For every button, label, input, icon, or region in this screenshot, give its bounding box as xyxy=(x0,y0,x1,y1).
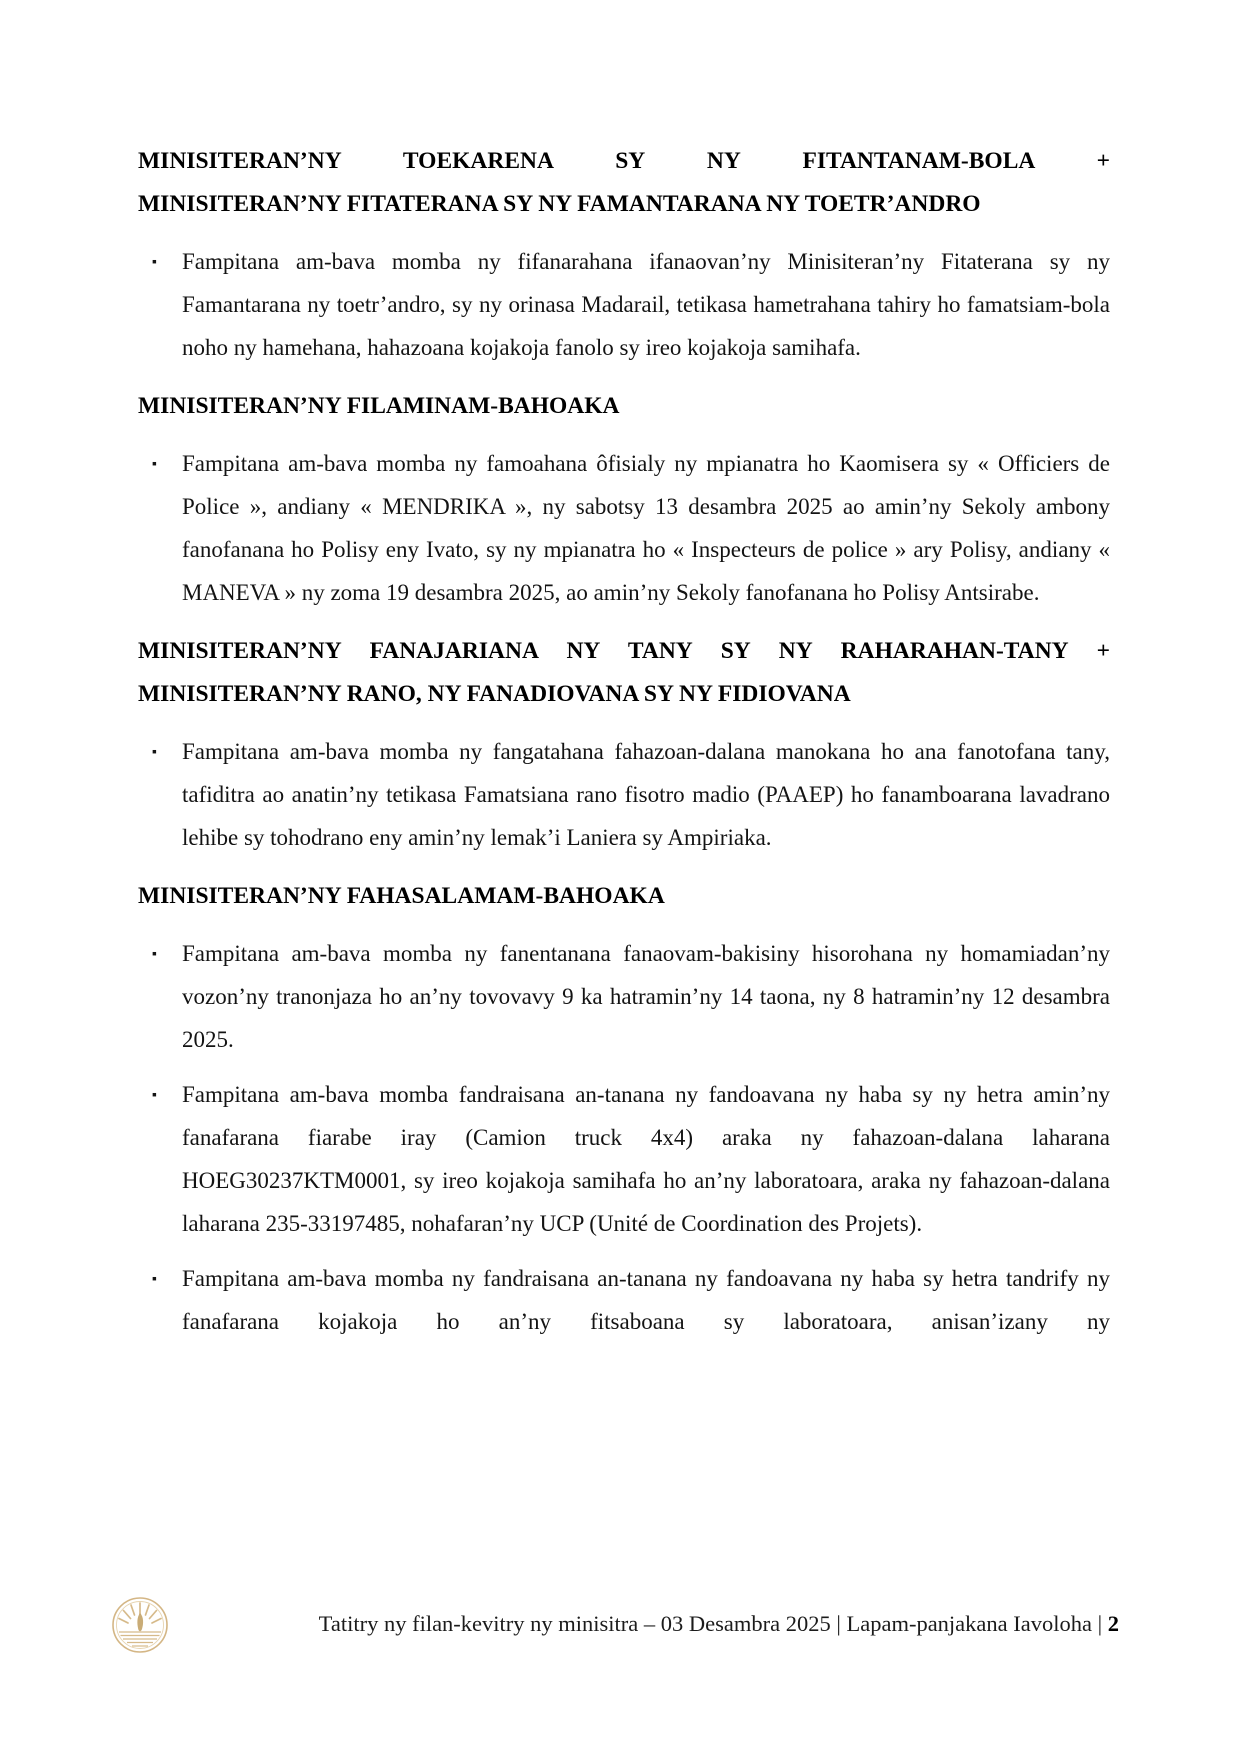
bullet-square-icon: ▪ xyxy=(152,1088,157,1103)
bullet-text: Fampitana am-bava momba ny famoahana ôfisialy ny mpianatra ho Kaomisera sy « Officiers de Police », andiany « MENDRIKA », ny sabotsy 13 desambra 2025 ao amin’ny Sekoly ambony fanofanana ho Polisy eny Ivato, sy ny mpianatra ho « Inspecteurs de police » ary Polisy, andiany « MANEVA » ny zoma 19 desambra 2025, ao amin’ny Sekoly fanofanana ho Polisy Antsirabe. xyxy=(182,451,1110,605)
bullet-item xyxy=(152,1073,1110,1245)
bullet-item xyxy=(152,730,1110,859)
bullet-item xyxy=(152,442,1110,614)
bullet-square-icon: ▪ xyxy=(152,255,157,270)
bullet-item xyxy=(152,240,1110,369)
heading-line: MINISITERAN’NY FILAMINAM-BAHOAKA xyxy=(138,393,620,419)
bullet-text: Fampitana am-bava momba ny fandraisana an-tanana ny fandoavana ny haba sy hetra tandrify ny fanafarana kojakoja ho an’ny fitsaboana sy laboratoara, anisan’izany ny xyxy=(182,1266,1110,1334)
bullet-square-icon: ▪ xyxy=(152,947,157,962)
section-fanajariana-rano xyxy=(138,630,1110,859)
footer-caption: Tatitry ny filan-kevitry ny minisitra – 03 Desambra 2025 | Lapam-panjakana Iavoloha | xyxy=(318,1611,1108,1636)
bullet-text: Fampitana am-bava momba ny fangatahana fahazoan-dalana manokana ho ana fanotofana tany, tafiditra ao anatin’ny tetikasa Famatsiana rano fisotro madio (PAAEP) ho fanamboarana lavadrano lehibe sy tohodrano eny amin’ny lemak’i Laniera sy Ampiriaka. xyxy=(182,739,1110,850)
bullet-text: Fampitana am-bava momba ny fanentanana fanaovam-bakisiny hisorohana ny homamiadan’ny vozon’ny tranonjaza ho an’ny tovovavy 9 ka hatramin’ny 14 taona, ny 8 hatramin’ny 12 desambra 2025. xyxy=(182,941,1110,1052)
heading-line: MINISITERAN’NY RANO, NY FANADIOVANA SY NY FIDIOVANA xyxy=(138,681,851,707)
section-toekarena-fitaterana xyxy=(138,140,1110,369)
bullet-item xyxy=(152,932,1110,1061)
presidency-seal-icon xyxy=(111,1596,169,1654)
bullet-list xyxy=(138,240,1110,369)
bullet-list xyxy=(138,442,1110,614)
page-number: 2 xyxy=(1107,1611,1119,1636)
bullet-square-icon: ▪ xyxy=(152,745,157,760)
section-heading xyxy=(138,385,1110,428)
bullet-square-icon: ▪ xyxy=(152,457,157,472)
bullet-list xyxy=(138,932,1110,1343)
page-footer xyxy=(0,1596,1241,1676)
bullet-text: Fampitana am-bava momba fandraisana an-tanana ny fandoavana ny haba sy ny hetra amin’ny fanafarana fiarabe iray (Camion truck 4x4) araka ny fahazoan-dalana laharana HOEG30237KTM0001, sy ireo kojakoja samihafa ho an’ny laboratoara, araka ny fahazoan-dalana laharana 235-33197485, nohafaran’ny UCP (Unité de Coordination des Projets). xyxy=(182,1082,1110,1236)
section-heading xyxy=(138,630,1110,716)
bullet-text: Fampitana am-bava momba ny fifanarahana ifanaovan’ny Minisiteran’ny Fitaterana sy ny Famantarana ny toetr’andro, sy ny orinasa Madarail, tetikasa hametrahana tahiry ho famatsiam-bola noho ny hamehana, hahazoana kojakoja fanolo sy ireo kojakoja samihafa. xyxy=(182,249,1110,360)
heading-line: MINISITERAN’NY TOEKARENA SY NY FITANTANAM-BOLA + xyxy=(138,148,1110,174)
section-fahasalamam-bahoaka xyxy=(138,875,1110,1343)
heading-line: MINISITERAN’NY FANAJARIANA NY TANY SY NY RAHARAHAN-TANY + xyxy=(138,638,1110,664)
bullet-item xyxy=(152,1257,1110,1343)
heading-line: MINISITERAN’NY FITATERANA SY NY FAMANTARANA NY TOETR’ANDRO xyxy=(138,191,981,217)
section-heading xyxy=(138,140,1110,226)
document-content xyxy=(138,140,1110,1343)
heading-line: MINISITERAN’NY FAHASALAMAM-BAHOAKA xyxy=(138,883,665,909)
bullet-list xyxy=(138,730,1110,859)
section-heading xyxy=(138,875,1110,918)
bullet-square-icon: ▪ xyxy=(152,1272,157,1287)
footer-text xyxy=(220,1609,1119,1639)
section-filaminam-bahoaka xyxy=(138,385,1110,614)
